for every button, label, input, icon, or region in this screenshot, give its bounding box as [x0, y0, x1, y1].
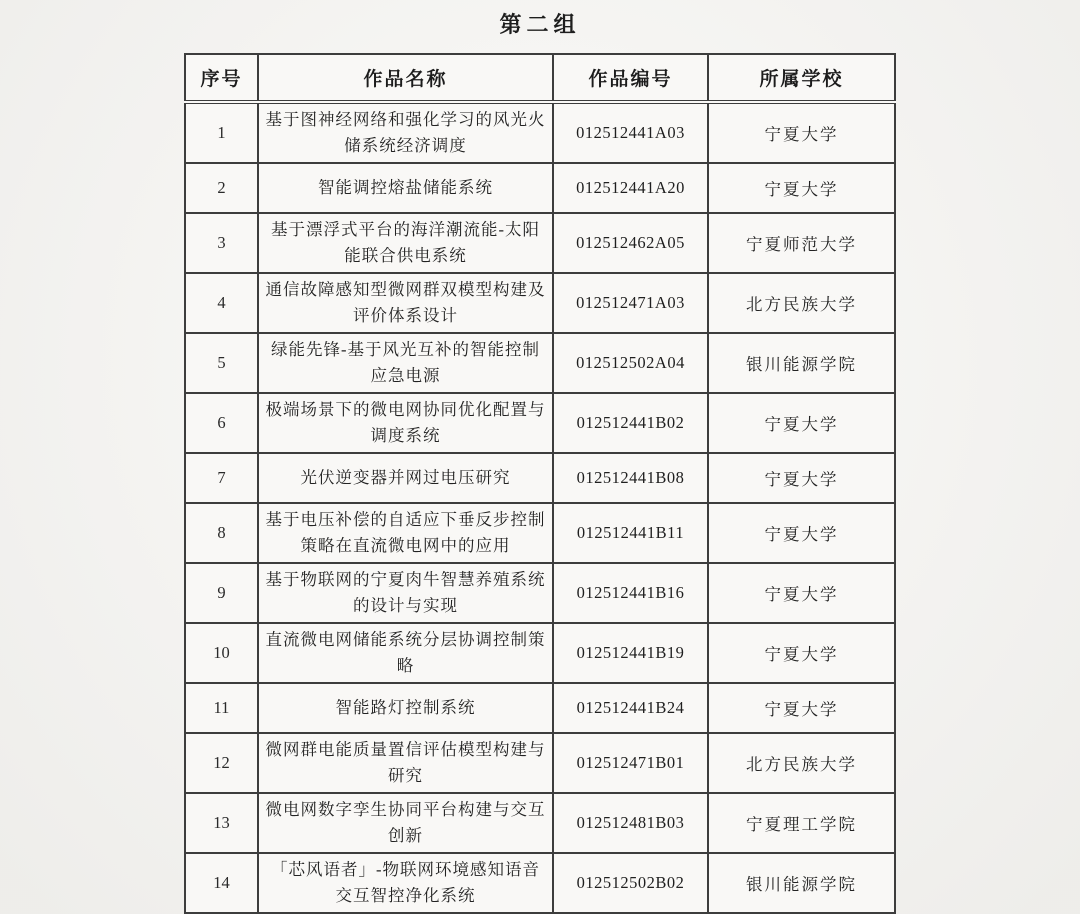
cell-school: 北方民族大学: [708, 733, 895, 793]
cell-serial-number: 9: [185, 563, 258, 623]
cell-serial-number: 5: [185, 333, 258, 393]
cell-work-name: 智能路灯控制系统: [258, 683, 553, 733]
cell-school: 银川能源学院: [708, 853, 895, 913]
cell-work-code: 012512502A04: [553, 333, 708, 393]
cell-work-code: 012512441B19: [553, 623, 708, 683]
table-header-row: [185, 54, 895, 102]
cell-school: 宁夏大学: [708, 393, 895, 453]
cell-work-name: 智能调控熔盐储能系统: [258, 163, 553, 213]
table-body: [185, 102, 895, 913]
cell-serial-number: 11: [185, 683, 258, 733]
cell-work-code: 012512481B03: [553, 793, 708, 853]
cell-work-name: 微电网数字孪生协同平台构建与交互创新: [258, 793, 553, 853]
cell-work-code: 012512441B08: [553, 453, 708, 503]
cell-work-name: 微网群电能质量置信评估模型构建与研究: [258, 733, 553, 793]
cell-serial-number: 6: [185, 393, 258, 453]
cell-work-code: 012512441B11: [553, 503, 708, 563]
header-work-name: 作品名称: [258, 54, 553, 102]
cell-work-code: 012512441A03: [553, 102, 708, 163]
cell-work-code: 012512502B02: [553, 853, 708, 913]
table-row: [185, 503, 895, 563]
cell-school: 宁夏大学: [708, 453, 895, 503]
cell-serial-number: 1: [185, 102, 258, 163]
cell-school: 宁夏大学: [708, 563, 895, 623]
cell-work-code: 012512441B24: [553, 683, 708, 733]
header-school: 所属学校: [708, 54, 895, 102]
cell-serial-number: 4: [185, 273, 258, 333]
cell-serial-number: 2: [185, 163, 258, 213]
works-table: [184, 53, 896, 914]
cell-school: 宁夏大学: [708, 503, 895, 563]
cell-work-name: 通信故障感知型微网群双模型构建及评价体系设计: [258, 273, 553, 333]
cell-school: 北方民族大学: [708, 273, 895, 333]
cell-serial-number: 14: [185, 853, 258, 913]
table-row: [185, 793, 895, 853]
cell-work-code: 012512471A03: [553, 273, 708, 333]
cell-serial-number: 8: [185, 503, 258, 563]
table-row: [185, 853, 895, 913]
table-row: [185, 333, 895, 393]
cell-work-name: 直流微电网储能系统分层协调控制策略: [258, 623, 553, 683]
cell-work-name: 「芯风语者」-物联网环境感知语音交互智控净化系统: [258, 853, 553, 913]
cell-school: 宁夏理工学院: [708, 793, 895, 853]
cell-school: 宁夏大学: [708, 163, 895, 213]
table-row: [185, 163, 895, 213]
table-row: [185, 453, 895, 503]
cell-work-name: 光伏逆变器并网过电压研究: [258, 453, 553, 503]
cell-work-name: 极端场景下的微电网协同优化配置与调度系统: [258, 393, 553, 453]
cell-work-code: 012512441A20: [553, 163, 708, 213]
cell-work-code: 012512471B01: [553, 733, 708, 793]
cell-school: 宁夏师范大学: [708, 213, 895, 273]
table-row: [185, 102, 895, 163]
cell-serial-number: 13: [185, 793, 258, 853]
header-serial-number: 序号: [185, 54, 258, 102]
table-row: [185, 213, 895, 273]
table-row: [185, 623, 895, 683]
cell-work-name: 基于漂浮式平台的海洋潮流能-太阳能联合供电系统: [258, 213, 553, 273]
cell-work-code: 012512441B02: [553, 393, 708, 453]
table-row: [185, 563, 895, 623]
table-row: [185, 273, 895, 333]
cell-school: 银川能源学院: [708, 333, 895, 393]
page-title: 第二组: [499, 12, 581, 37]
cell-serial-number: 10: [185, 623, 258, 683]
cell-work-name: 绿能先锋-基于风光互补的智能控制应急电源: [258, 333, 553, 393]
cell-work-name: 基于电压补偿的自适应下垂反步控制策略在直流微电网中的应用: [258, 503, 553, 563]
cell-work-code: 012512462A05: [553, 213, 708, 273]
cell-school: 宁夏大学: [708, 102, 895, 163]
table-row: [185, 683, 895, 733]
cell-work-code: 012512441B16: [553, 563, 708, 623]
cell-serial-number: 12: [185, 733, 258, 793]
cell-work-name: 基于物联网的宁夏肉牛智慧养殖系统的设计与实现: [258, 563, 553, 623]
cell-work-name: 基于图神经网络和强化学习的风光火储系统经济调度: [258, 102, 553, 163]
header-work-code: 作品编号: [553, 54, 708, 102]
table-row: [185, 393, 895, 453]
table-row: [185, 733, 895, 793]
cell-serial-number: 3: [185, 213, 258, 273]
cell-school: 宁夏大学: [708, 683, 895, 733]
cell-school: 宁夏大学: [708, 623, 895, 683]
cell-serial-number: 7: [185, 453, 258, 503]
